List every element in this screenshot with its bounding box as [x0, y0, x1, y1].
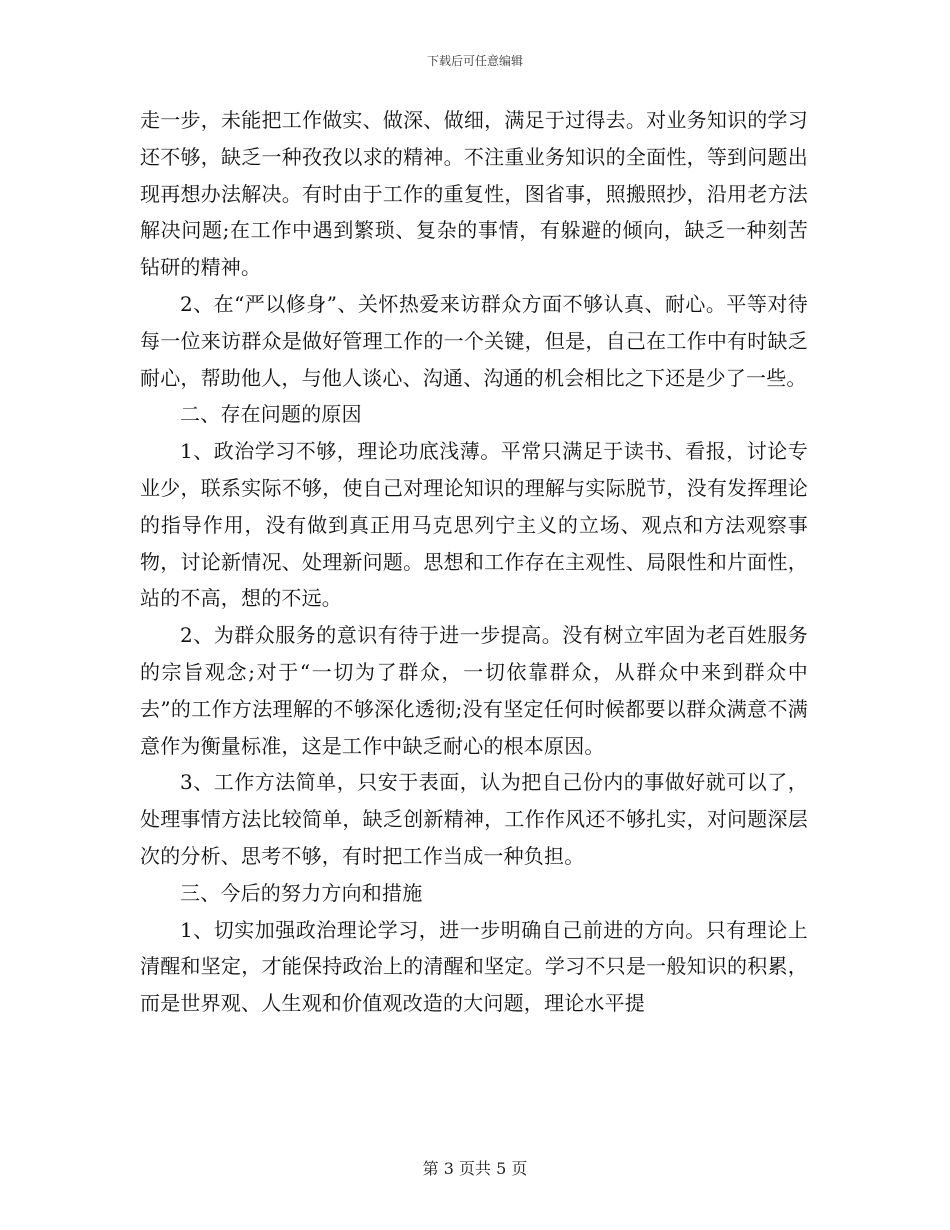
paragraph-4: 2、为群众服务的意识有待于进一步提高。没有树立牢固为老百姓服务的宗旨观念;对于“一切为了群众，一切依靠群众，从群众中来到群众中去”的工作方法理解的不够深化透彻;没有坚定任何时候都要以群众满意不满意作为衡量标准，这是工作中缺乏耐心的根本原因。 — [140, 623, 808, 758]
paragraph-2: 2、在“严以修身”、关怀热爱来访群众方面不够认真、耐心。平等对待每一位来访群众是做好管理工作的一个关键，但是，自己在工作中有时缺乏耐心，帮助他人，与他人谈心、沟通、沟通的机会相比之下还是少了一些。 — [140, 291, 808, 390]
paragraph-1: 走一步，未能把工作做实、做深、做细，满足于过得去。对业务知识的学习还不够，缺乏一种孜孜以求的精神。不注重业务知识的全面性，等到问题出现再想办法解决。有时由于工作的重复性，图省事，照搬照抄，沿用老方法解决问题;在工作中遇到繁琐、复杂的事情，有躲避的倾向，缺乏一种刻苦钻研的精神。 — [140, 108, 808, 280]
section-heading-2: 二、存在问题的原因 — [180, 402, 362, 427]
document-body — [140, 102, 808, 1022]
page-footer: 第 3 页共 5 页 — [422, 1159, 528, 1178]
paragraph-6: 1、切实加强政治理论学习，进一步明确自己前进的方向。只有理论上清醒和坚定，才能保持政治上的清醒和坚定。学习不只是一般知识的积累，而是世界观、人生观和价值观改造的大问题，理论水平提 — [140, 917, 808, 1016]
page-header: 下载后可任意编辑 — [426, 54, 523, 68]
section-heading-3: 三、今后的努力方向和措施 — [180, 880, 423, 905]
paragraph-5: 3、工作方法简单，只安于表面，认为把自己份内的事做好就可以了，处理事情方法比较简单，缺乏创新精神，工作作风还不够扎实，对问题深层次的分析、思考不够，有时把工作当成一种负担。 — [140, 770, 808, 868]
paragraph-3: 1、政治学习不够，理论功底浅薄。平常只满足于读书、看报，讨论专业少，联系实际不够，使自己对理论知识的理解与实际脱节，没有发挥理论的指导作用，没有做到真正用马克思列宁主义的立场、观点和方法观察事物，讨论新情况、处理新问题。思想和工作存在主观性、局限性和片面性，站的不高，想的不远。 — [140, 439, 808, 611]
